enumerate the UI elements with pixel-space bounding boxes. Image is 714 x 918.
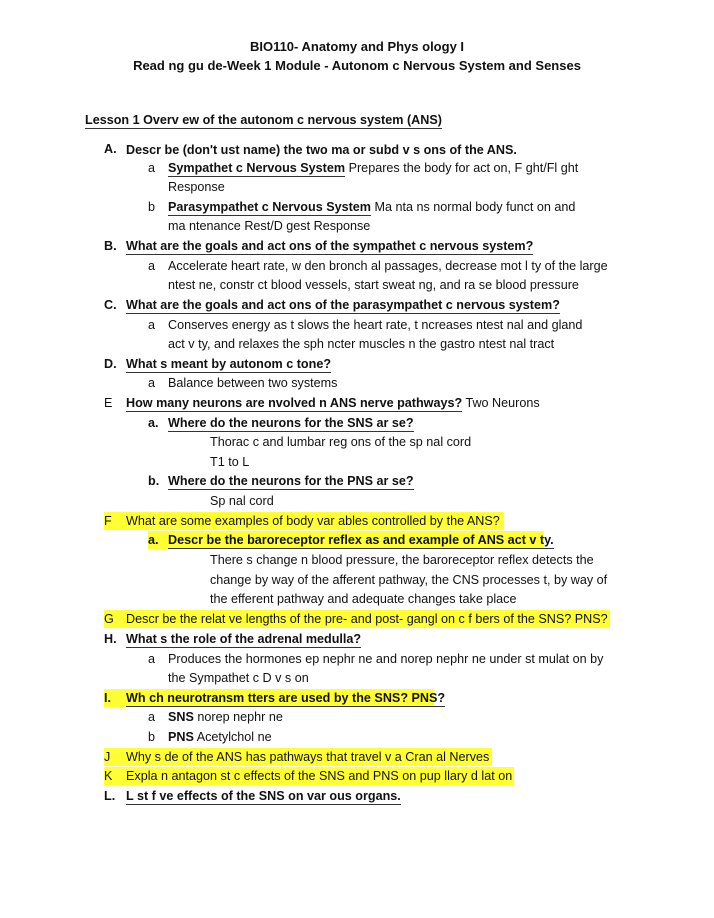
sympathetic-term: Sympathet c Nervous System: [168, 161, 346, 175]
question-a-text: Descr be (don't ust name) the two ma or subd v s ons of the ANS.: [126, 143, 517, 157]
question-h-marker: H.: [104, 632, 117, 646]
question-g-text: Descr be the relat ve lengths of the pre- and post- gangl on c f bers of the SNS? PNS?: [126, 612, 608, 626]
question-f-item-a-line1: There s change n blood pressure, the baroreceptor reflex detects the: [210, 553, 594, 567]
pns-term: PNS: [168, 730, 194, 744]
question-c-item-a-marker: a: [148, 318, 156, 332]
question-e-text: How many neurons are nvolved n ANS nerve pathways?: [126, 396, 463, 410]
question-i-marker: I.: [104, 691, 111, 705]
question-e-item-a: [168, 414, 414, 432]
question-h-text: What s the role of the adrenal medulla?: [126, 632, 362, 646]
question-a-item-a-marker: a: [148, 161, 156, 175]
question-k-marker: K: [104, 769, 113, 783]
question-c-text: What are the goals and act ons of the parasympathet c nervous system?: [126, 298, 560, 312]
question-i-text: Wh ch neurotransm tters are used by the SNS? PNS?: [126, 691, 446, 705]
question-c-marker: C.: [104, 298, 117, 312]
document-title: BIO110- Anatomy and Phys ology I: [249, 39, 465, 54]
question-i-highlight: [104, 689, 446, 707]
question-f-item-a-marker: a.: [148, 533, 159, 547]
question-f-highlight: [104, 512, 504, 530]
question-e-answer: Two Neurons: [462, 396, 540, 410]
question-a-item-a: [168, 159, 578, 177]
question-d-marker: D.: [104, 357, 117, 371]
sns-term: SNS: [168, 710, 194, 724]
question-a-item-b: [168, 198, 575, 216]
question-c: [126, 296, 560, 314]
question-e-item-a-line2: T1 to L: [210, 455, 250, 469]
question-e-item-b-marker: b.: [148, 474, 160, 488]
question-l-text: L st f ve effects of the SNS on var ous organs.: [126, 789, 401, 803]
question-c-item-a-line1: Conserves energy as t slows the heart rate, t ncreases ntest nal and gland: [168, 318, 583, 332]
question-c-item-a-line2: act v ty, and relaxes the sph ncter muscles n the gastro ntest nal tract: [168, 337, 555, 351]
question-k-highlight: [104, 767, 514, 785]
question-h-item-a-line1: Produces the hormones ep nephr ne and norep nephr ne under st mulat on by: [168, 652, 604, 666]
question-g-marker: G: [104, 612, 114, 626]
question-d: [126, 355, 331, 373]
question-b-item-a-line2: ntest ne, constr ct blood vessels, start sweat ng, and ra se blood pressure: [168, 278, 579, 292]
question-e-item-a-line1: Thorac c and lumbar reg ons of the sp nal cord: [210, 435, 472, 449]
pns-desc: Acetylchol ne: [193, 730, 272, 744]
question-b-marker: B.: [104, 239, 117, 253]
question-e-item-b-line1: Sp nal cord: [210, 494, 274, 508]
question-f-item-a-line3: the efferent pathway and adequate changes take place: [210, 592, 517, 606]
question-f-text: What are some examples of body var ables controlled by the ANS?: [126, 514, 500, 528]
parasympathetic-term: Parasympathet c Nervous System: [168, 200, 371, 214]
question-h-item-a-marker: a: [148, 652, 156, 666]
question-j-highlight: [104, 748, 492, 766]
question-k-text: Expla n antagon st c effects of the SNS and PNS on pup llary d lat on: [126, 769, 513, 783]
sympathetic-desc: Prepares the body for act on, F ght/Fl ght: [345, 161, 579, 175]
question-a-item-a-cont: Response: [168, 180, 225, 194]
sns-desc: norep nephr ne: [193, 710, 283, 724]
question-b: [126, 237, 533, 255]
question-e-item-a-text: Where do the neurons for the SNS ar se?: [168, 416, 414, 430]
question-d-text: What s meant by autonom c tone?: [126, 357, 332, 371]
question-a-item-b-marker: b: [148, 200, 156, 214]
question-a-item-b-cont: ma ntenance Rest/D gest Response: [168, 219, 371, 233]
question-h-item-a-line2: the Sympathet c D v s on: [168, 671, 309, 685]
question-e-item-b: [168, 472, 414, 490]
question-f-marker: F: [104, 514, 112, 528]
question-f-item-a-text: Descr be the baroreceptor reflex as and example of ANS act v ty.: [168, 533, 554, 547]
question-d-item-a-marker: a: [148, 376, 156, 390]
question-a-marker: A.: [104, 142, 117, 156]
question-j-marker: J: [104, 750, 111, 764]
question-f-item-a-line2: change by way of the afferent pathway, the CNS processes t, by way of: [210, 573, 608, 587]
lesson-heading: [85, 111, 442, 129]
question-i-item-b: [168, 728, 272, 746]
document-subtitle: Read ng gu de-Week 1 Module - Autonom c Nervous System and Senses: [133, 58, 581, 73]
question-b-item-a-line1: Accelerate heart rate, w den bronch al passages, decrease mot l ty of the large: [168, 259, 608, 273]
question-f-item-a: [148, 531, 554, 549]
question-i-item-a: [168, 708, 283, 726]
question-e-marker: E: [104, 396, 113, 410]
question-j-text: Why s de of the ANS has pathways that travel v a Cran al Nerves: [126, 750, 490, 764]
parasympathetic-desc: Ma nta ns normal body funct on and: [371, 200, 576, 214]
question-b-text: What are the goals and act ons of the sympathet c nervous system?: [126, 239, 534, 253]
question-h: [126, 630, 361, 648]
question-l: [126, 787, 401, 805]
question-e-item-a-marker: a.: [148, 416, 159, 430]
question-e: [126, 394, 540, 412]
question-d-item-a-line1: Balance between two systems: [168, 376, 338, 390]
question-l-marker: L.: [104, 789, 116, 803]
question-b-item-a-marker: a: [148, 259, 156, 273]
lesson-heading-text: Lesson 1 Overv ew of the autonom c nervous system (ANS): [85, 113, 442, 127]
question-i-item-a-marker: a: [148, 710, 156, 724]
question-e-item-b-text: Where do the neurons for the PNS ar se?: [168, 474, 414, 488]
question-i-item-b-marker: b: [148, 730, 156, 744]
question-g-highlight: [104, 610, 610, 628]
